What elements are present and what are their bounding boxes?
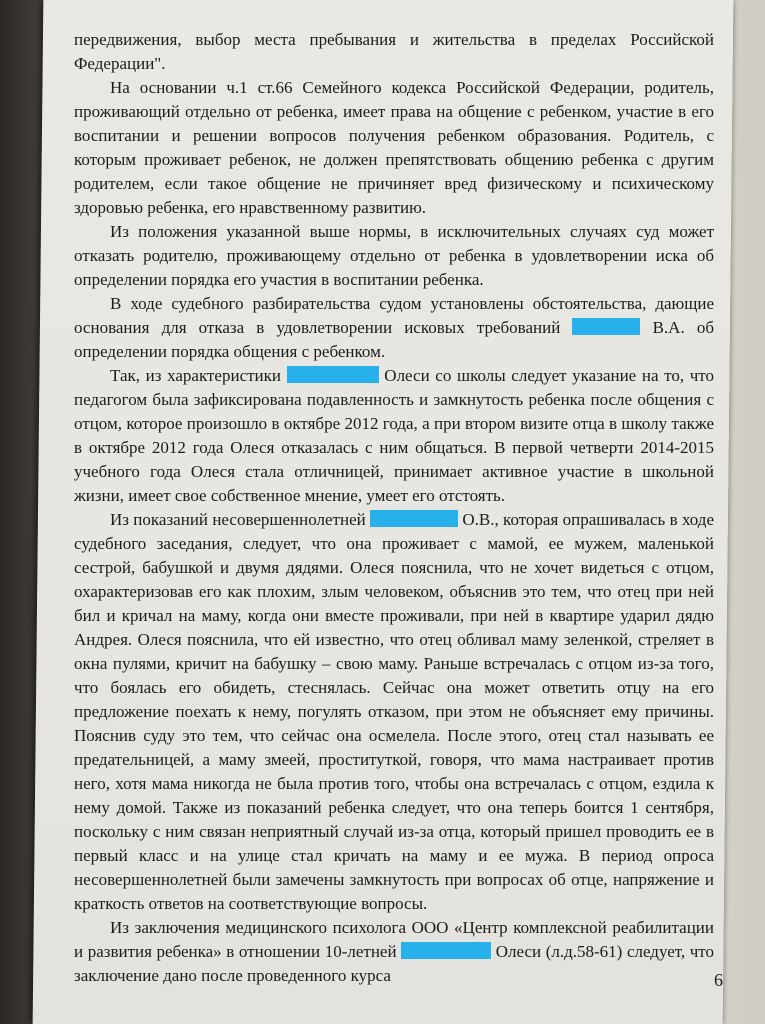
- paragraph-3: Из положения указанной выше нормы, в исключительных случаях суд может отказать родителю, проживающему отдельно от ребенка в удовлетворении иска об определении порядка его участия в воспитании ребенка.: [74, 222, 714, 289]
- paragraph-5: [74, 364, 714, 508]
- paragraph-6: [74, 508, 714, 916]
- paragraph-6-end: О.В., которая опрашивалась в ходе судебного заседания, следует, что она проживает с мамой, ее мужем, маленькой сестрой, бабушкой и двумя дядями. Олеся пояснила, что не хочет видеться с отцом, охарактеризовав его как плохим, злым человеком, объяснив это тем, что отец при ней бил и кричал на маму, когда они вместе проживали, при ней в квартире ударил дядю Андрея. Олеся пояснила, что ей известно, что отец обливал маму зеленкой, стреляет в окна пулями, кричит на бабушку – свою маму. Раньше встречалась с отцом из-за того, что боялась его обидеть, стеснялась. Сейчас она может ответить отцу на его предложение поехать к нему, погулять отказом, при этом не объясняет ему причины. Пояснив суду это тем, что сейчас она осмелела. После этого, отец стал называть ее предательницей, а маму змеей, проституткой, говоря, что мама настраивает против него, хотя мама никогда не была против того, чтобы она встречалась с отцом, ездила к нему домой. Также из показаний ребенка следует, что она теперь боится 1 сентября, поскольку с ним связан неприятный случай из-за отца, который пришел проводить ее в первый класс и на улице стал кричать на маму и ее мужа. В период опроса несовершеннолетней были замечены замкнутость при вопросах об отце, напряжение и краткость ответов на соответствующие вопросы.: [74, 510, 714, 913]
- paragraph-7-end: Олеси (л.д.58-61) следует, что заключение дано после проведенного курса: [74, 942, 715, 985]
- paragraph-4: [74, 292, 714, 364]
- paragraph-1: передвижения, выбор места пребывания и жительства в пределах Российской Федерации".: [74, 30, 714, 73]
- page-number: 6: [714, 970, 723, 990]
- paragraph-5-end: Олеси со школы следует указание на то, что педагогом была зафиксирована подавленность и замкнутость ребенка после общения с отцом, которое произошло в октябре 2012 года, а при втором визите отца в школу также в октябре 2012 года Олеся отказалась с ним общаться. В первой четверти 2014-2015 учебного года Олеся стала отличницей, принимает активное участие в школьной жизни, имеет свое собственное мнение, умеет его отстоять.: [74, 366, 714, 505]
- paragraph-7: [74, 916, 714, 988]
- redaction-box: [370, 510, 458, 527]
- paragraph-4-start: В ходе судебного разбирательства судом установлены обстоятельства, дающие основания для отказа в удовлетворении исковых требований: [74, 294, 714, 337]
- redaction-box: [287, 366, 379, 383]
- paragraph-2: На основании ч.1 ст.66 Семейного кодекса Российской Федерации, родитель, проживающий отдельно от ребенка, имеет права на общение с ребенком, участие в его воспитании и решении вопросов получения ребенком образования. Родитель, с которым проживает ребенок, не должен препятствовать общению ребенка с другим родителем, если такое общение не причиняет вред физическому и психическому здоровью ребенка, его нравственному развитию.: [74, 78, 714, 217]
- redaction-box: [572, 318, 640, 335]
- paragraph-4-end: В.А. об определении порядка общения с ребенком.: [74, 318, 714, 361]
- redaction-box: [401, 942, 491, 959]
- paragraph-7-start: Из заключения медицинского психолога ООО «Центр комплексной реабилитации и развития ребенка» в отношении 10-летней: [74, 918, 714, 961]
- paragraph-5-start: Так, из характеристики: [110, 366, 282, 385]
- document-body: [74, 28, 714, 988]
- paragraph-6-start: Из показаний несовершеннолетней: [110, 510, 366, 529]
